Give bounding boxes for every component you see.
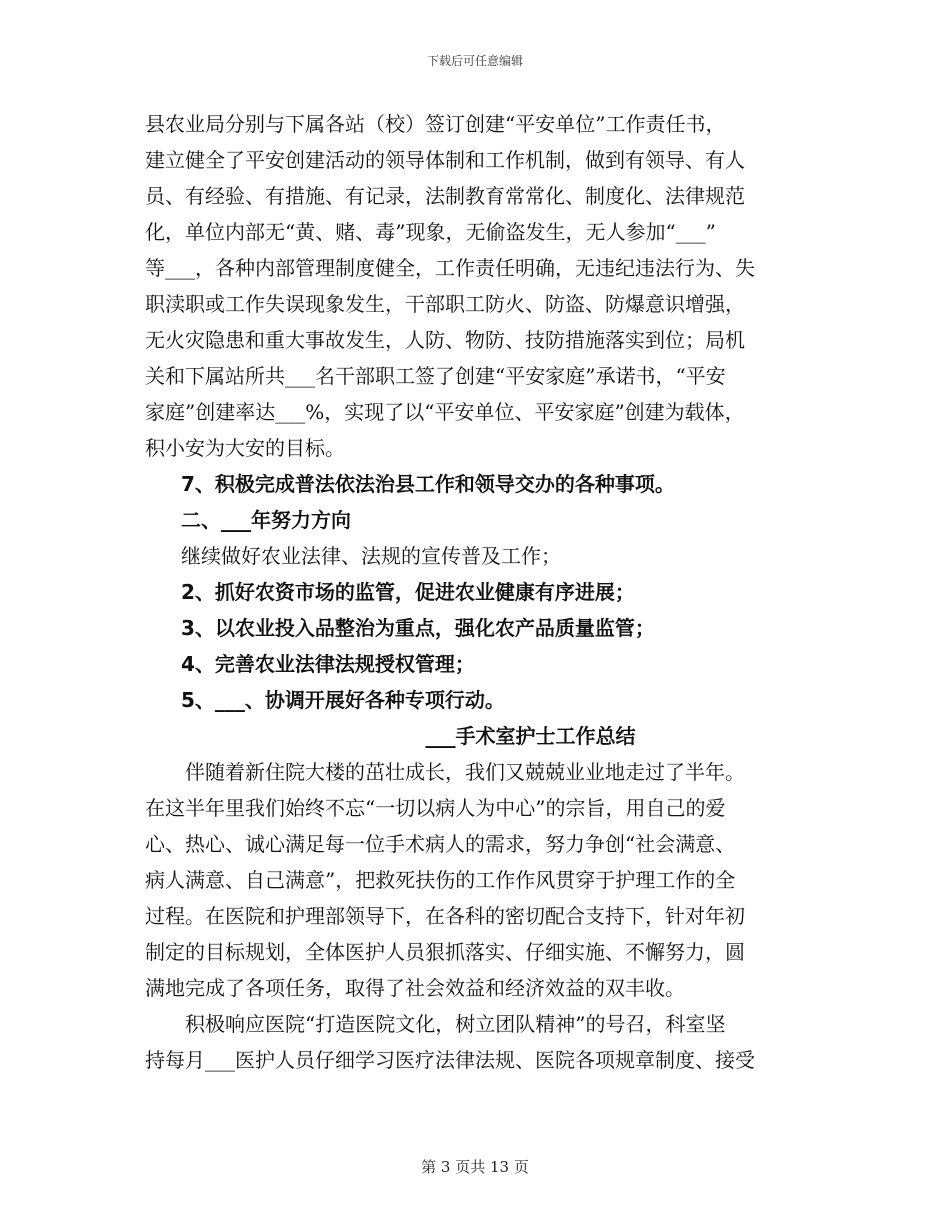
list-item-7: 7、积极完成普法依法治县工作和领导交办的各种事项。 — [181, 472, 675, 496]
body-line: 职渎职或工作失误现象发生，干部职工防火、防盗、防爆意识增强， — [145, 292, 745, 316]
body-line: 满地完成了各项任务，取得了社会效益和经济效益的双丰收。 — [145, 976, 685, 1000]
body-line: 建立健全了平安创建活动的领导体制和工作机制，做到有领导、有人 — [145, 148, 745, 172]
body-line: 关和下属站所共___名干部职工签了创建“平安家庭”承诺书，“平安 — [145, 364, 726, 388]
paragraph-start: 积极响应医院“打造医院文化，树立团队精神”的号召，科室坚 — [185, 1012, 726, 1036]
list-item-4: 4、完善农业法律法规授权管理； — [181, 652, 475, 676]
section-heading-2: 二、___年努力方向 — [181, 508, 351, 532]
body-line: 过程。在医院和护理部领导下，在各科的密切配合支持下，针对年初 — [145, 904, 745, 928]
body-line: 病人满意、自己满意”，把救死扶伤的工作作风贯穿于护理工作的全 — [145, 868, 736, 892]
body-line: 化，单位内部无“黄、赌、毒”现象，无偷盗发生，无人参加“___” — [145, 220, 716, 244]
document-body — [145, 106, 811, 1078]
list-item-5: 5、___、协调开展好各种专项行动。 — [181, 688, 505, 712]
article-title: ___手术室护士工作总结 — [425, 724, 636, 748]
page-number: 第 3 页共 13 页 — [421, 1158, 529, 1176]
body-line: 积小安为大安的目标。 — [145, 436, 345, 460]
body-line: 在这半年里我们始终不忘“一切以病人为中心”的宗旨，用自己的爱 — [145, 796, 726, 820]
list-item-3: 3、以农业投入品整治为重点，强化农产品质量监管； — [181, 616, 655, 640]
header-note: 下载后可任意编辑 — [426, 54, 523, 68]
body-line: 员、有经验、有措施、有记录，法制教育常常化、制度化、法律规范 — [145, 184, 745, 208]
body-line: 等___，各种内部管理制度健全，工作责任明确，无违纪违法行为、失 — [145, 256, 755, 280]
body-line: 持每月___医护人员仔细学习医疗法律法规、医院各项规章制度、接受 — [145, 1048, 755, 1072]
body-line: 县农业局分别与下属各站（校）签订创建“平安单位”工作责任书， — [145, 112, 726, 136]
list-item-1: 继续做好农业法律、法规的宣传普及工作； — [181, 544, 561, 568]
body-line: 无火灾隐患和重大事故发生，人防、物防、技防措施落实到位；局机 — [145, 328, 745, 352]
paragraph-start: 伴随着新住院大楼的茁壮成长，我们又兢兢业业地走过了半年。 — [185, 760, 745, 784]
list-item-2: 2、抓好农资市场的监管，促进农业健康有序进展； — [181, 580, 635, 604]
body-line: 家庭”创建率达___%，实现了以“平安单位、平安家庭”创建为载体， — [145, 400, 745, 424]
body-line: 制定的目标规划，全体医护人员狠抓落实、仔细实施、不懈努力，圆 — [145, 940, 745, 964]
body-line: 心、热心、诚心满足每一位手术病人的需求，努力争创“社会满意、 — [145, 832, 736, 856]
